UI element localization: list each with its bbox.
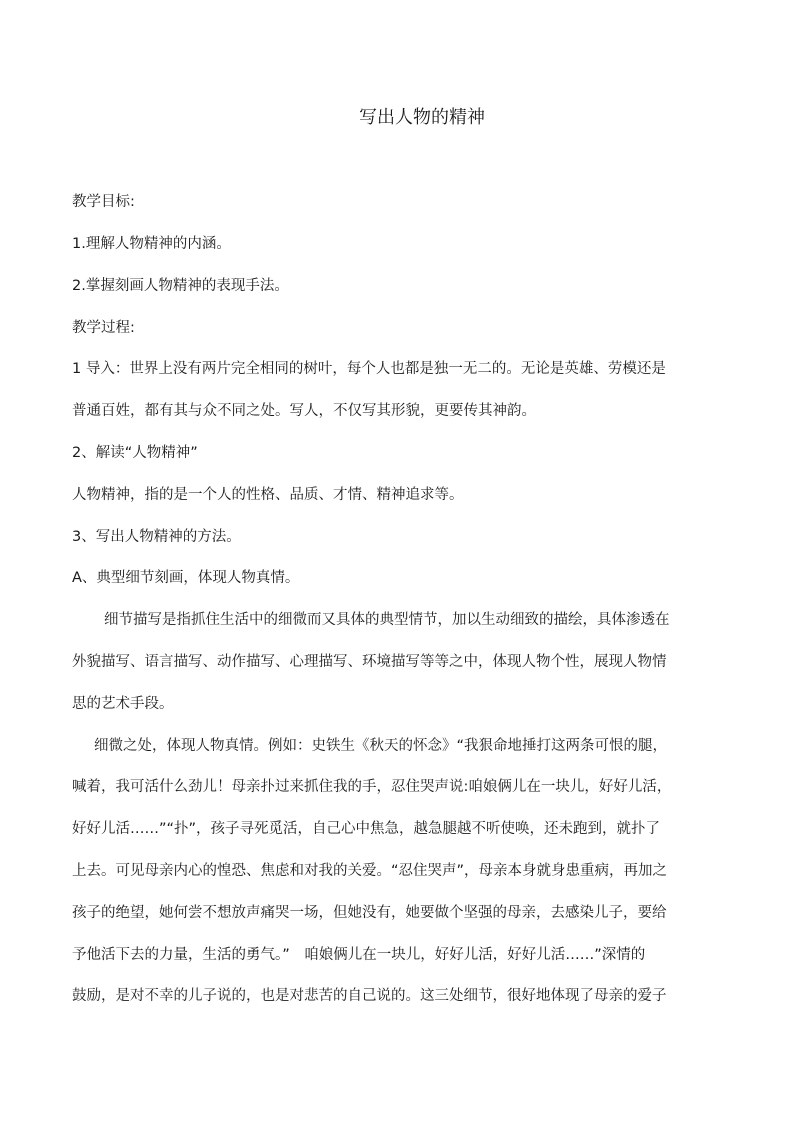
paragraph-line: 鼓励，是对不幸的儿子说的，也是对悲苦的自己说的。这三处细节，很好地体现了母亲的爱子 bbox=[72, 988, 667, 1004]
section-heading-objectives: 教学目标: bbox=[72, 194, 135, 210]
paragraph-line: 人物精神，指的是一个人的性格、品质、才情、精神追求等。 bbox=[72, 487, 464, 503]
paragraph-line: 外貌描写、语言描写、动作描写、心理描写、环境描写等等之中，体现人物个性，展现人物情 bbox=[72, 654, 667, 670]
step-heading-2: 2、解读“人物精神” bbox=[72, 445, 198, 461]
paragraph-line: 细微之处，体现人物真情。例如：史铁生《秋天的怀念》“我狠命地捶打这两条可恨的腿， bbox=[94, 738, 668, 754]
paragraph-line: 细节描写是指抓住生活中的细微而又具体的典型情节，加以生动细致的描绘，具体渗透在 bbox=[104, 612, 670, 628]
paragraph-line: 好好儿活……”“扑”，孩子寻死觅活，自己心中焦急，越急腿越不听使唤，还未跑到，就扑了 bbox=[72, 821, 661, 837]
paragraph-line: 孩子的绝望，她何尝不想放声痛哭一场，但她没有，她要做个坚强的母亲，去感染儿子，要给 bbox=[72, 905, 667, 921]
objective-item-1: 1.理解人物精神的内涵。 bbox=[72, 236, 231, 252]
paragraph-line: 喊着，我可活什么劲儿！母亲扑过来抓住我的手，忍住哭声说:咱娘俩儿在一块儿，好好儿活， bbox=[72, 779, 672, 795]
paragraph-line: 普通百姓，都有其与众不同之处。写人，不仅写其形貌，更要传其神韵。 bbox=[72, 403, 536, 419]
section-heading-process: 教学过程: bbox=[72, 320, 135, 336]
paragraph-line: 予他活下去的力量，生活的勇气。” 咱娘俩儿在一块儿，好好儿活，好好儿活……”深情的 bbox=[72, 947, 646, 963]
subheading-a: A、典型细节刻画，体现人物真情。 bbox=[72, 570, 300, 586]
page-title: 写出人物的精神 bbox=[359, 107, 485, 128]
step-heading-3: 3、写出人物精神的方法。 bbox=[72, 529, 241, 545]
paragraph-line: 上去。可见母亲内心的惶恐、焦虑和对我的关爱。“忍住哭声”，母亲本身就身患重病，再加之 bbox=[72, 863, 668, 879]
paragraph-line: 思的艺术手段。 bbox=[72, 696, 174, 712]
objective-item-2: 2.掌握刻画人物精神的表现手法。 bbox=[72, 278, 289, 294]
paragraph-line: 1 导入：世界上没有两片完全相同的树叶，每个人也都是独一无二的。无论是英雄、劳模还是 bbox=[72, 361, 666, 377]
